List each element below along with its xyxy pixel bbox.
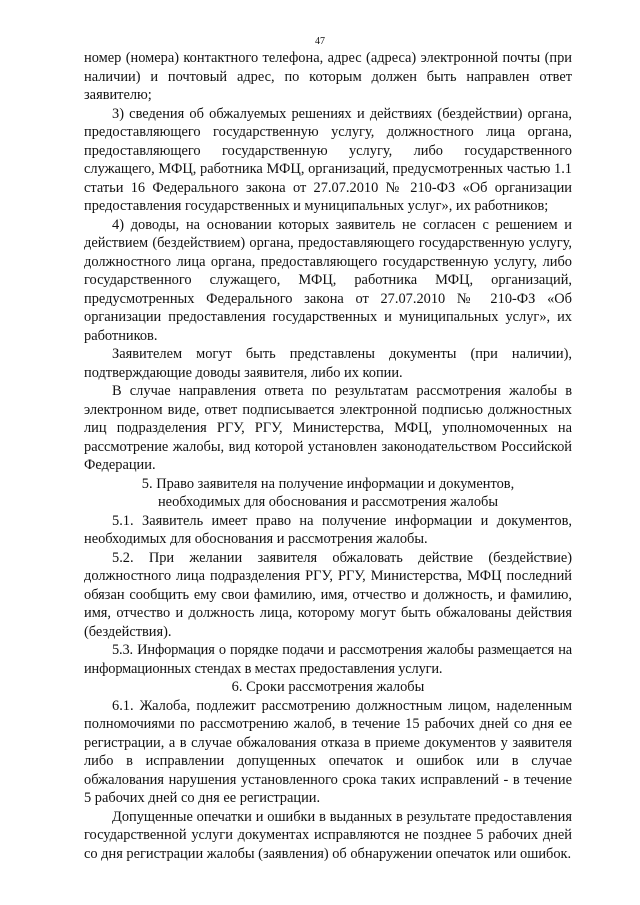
- paragraph-5-1: 5.1. Заявитель имеет право на получение информации и документов, необходимых для обоснования и рассмотрения жалобы.: [84, 512, 572, 547]
- section-5-heading-line-2: необходимых для обоснования и рассмотрения жалобы: [157, 494, 499, 510]
- section-5-heading-line-1: 5. Право заявителя на получение информации и документов,: [141, 475, 515, 492]
- paragraph-6-1: 6.1. Жалоба, подлежит рассмотрению должностным лицом, наделенным полномочиями по рассмотрению жалоб, в течение 15 рабочих дней со дня ее регистрации, а в случае обжалования отказа в приеме документов у заявителя либо в исправлении допущенных опечаток и ошибок или в случае обжалования нарушения установленного срока таких исправлений - в течение 5 рабочих дней со дня ее регистрации.: [84, 697, 572, 806]
- paragraph-item-3: 3) сведения об обжалуемых решениях и действиях (бездействии) органа, предоставляющего государственную услугу, должностного лица органа, предоставляющего государственную услугу, либо государственного служащего, МФЦ, работника МФЦ, организаций, предусмотренных частью 1.1 статьи 16 Федерального закона от 27.07.2010 № 210-ФЗ «Об организации предоставления государственных и муниципальных услуг», их работников;: [84, 105, 572, 214]
- paragraph-5-3: 5.3. Информация о порядке подачи и рассмотрения жалобы размещается на информационных стендах в местах предоставления услуги.: [84, 642, 572, 677]
- paragraph-electronic-reply: В случае направления ответа по результатам рассмотрения жалобы в электронном виде, ответ подписывается электронной подписью должностных лиц подразделения РГУ, РГУ, Министерства, МФЦ, уполномоченных на рассмотрение жалобы, вид которой установлен законодательством Российской Федерации.: [84, 383, 572, 473]
- paragraph-documents: Заявителем могут быть представлены документы (при наличии), подтверждающие доводы заявителя, либо их копии.: [84, 346, 572, 381]
- paragraph-typos: Допущенные опечатки и ошибки в выданных в результате предоставления государственной услуги документах исправляются не позднее 5 рабочих дней со дня регистрации жалобы (заявления) об обнаружении опечаток или ошибок.: [84, 808, 572, 862]
- paragraph-5-2: 5.2. При желании заявителя обжаловать действие (бездействие) должностного лица подразделения РГУ, РГУ, Министерства, МФЦ последний обязан сообщить ему свои фамилию, имя, отчество и должность, и фамилию, имя, отчество и должность лица, которому могут быть обжалованы действия (бездействия).: [84, 549, 572, 640]
- page-number: 47: [315, 36, 325, 47]
- paragraph-item-4: 4) доводы, на основании которых заявитель не согласен с решением и действием (бездействием) органа, предоставляющего государственную услугу, должностного лица органа, предоставляющего государственную услугу, либо государственного служащего, МФЦ, работника МФЦ, организаций, предусмотренных Федерального закона от 27.07.2010 № 210-ФЗ «Об организации предоставления государственных и муниципальных услуг», их работников.: [84, 216, 572, 344]
- section-6-heading: 6. Сроки рассмотрения жалобы: [231, 679, 425, 695]
- document-body: [84, 49, 572, 863]
- paragraph-contact-info: номер (номера) контактного телефона, адрес (адреса) электронной почты (при наличии) и почтовый адрес, по которым должен быть направлен ответ заявителю;: [84, 50, 572, 103]
